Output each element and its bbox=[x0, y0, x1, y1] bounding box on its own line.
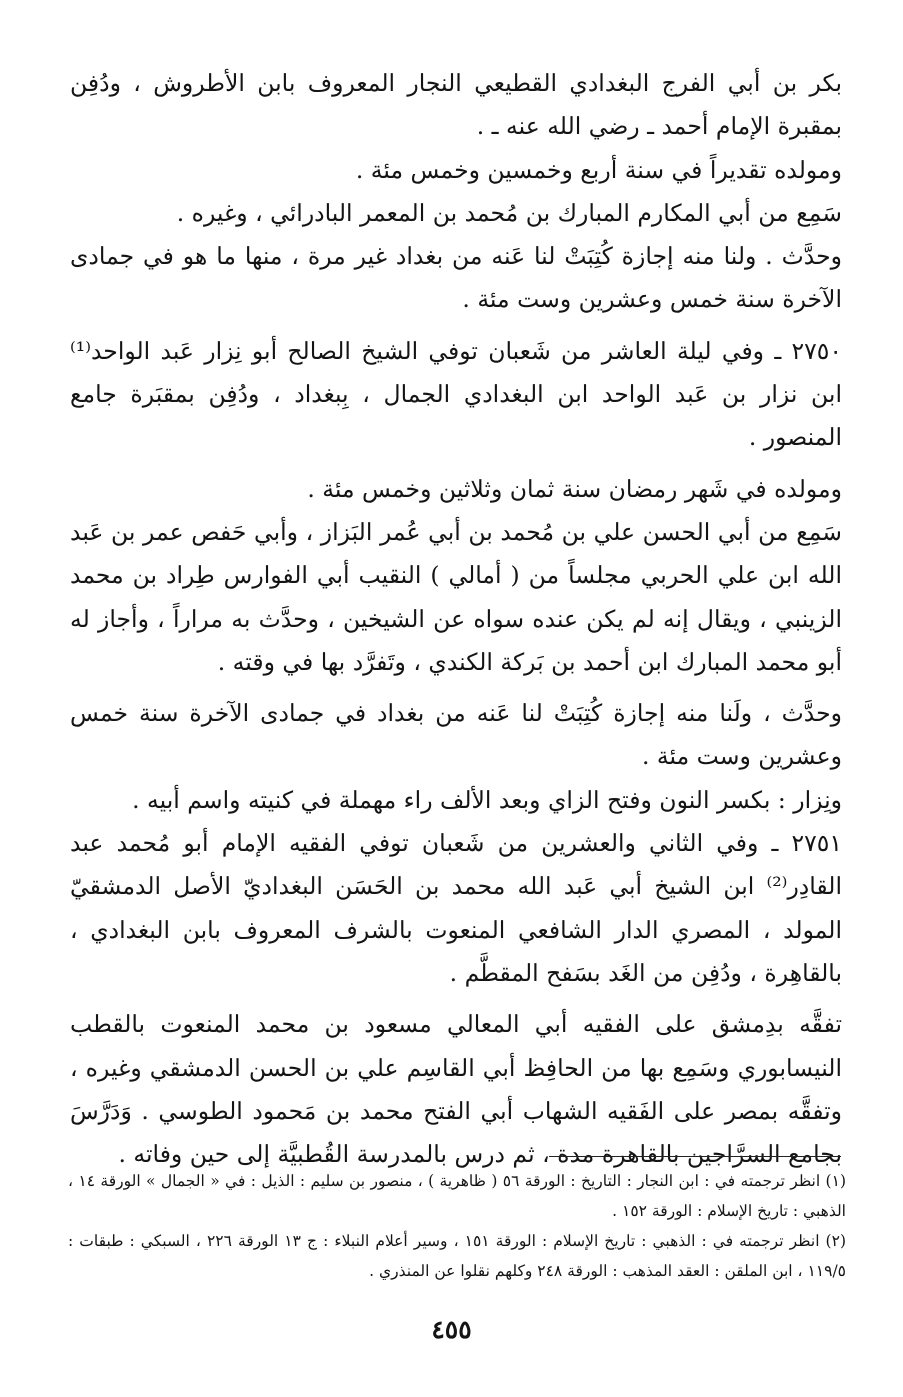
paragraph: تفقَّه بدِمشق على الفقيه أبي المعالي مسعود بن محمد المنعوت بالقطب النيسابوري وسَمِع بها من الحافِظ أبي القاسِم علي بن الحسن الدمشقي وغيره ، وتفقَّه بمصر على الفَقيه الشهاب أبي الفتح محمد بن مَحمود الطوسي . وَدَرَّسَ بجامع السرَّاجين بالقاهرة مدة ، ثم درس بالمدرسة القُطبيَّة إلى حين وفاته . bbox=[70, 1010, 842, 1169]
paragraph: سَمِع من أبي المكارم المبارك بن مُحمد بن المعمر البادرائي ، وغيره . bbox=[176, 198, 842, 227]
footnote-1: (١) انظر ترجمته في : ابن النجار : التاريخ : الورقة ٥٦ ( ظاهرية ) ، منصور بن سليم : الذيل : في « الجمال » الورقة ١٤ ، الذهبي : تاريخ الإسلام : الورقة ١٥٢ . bbox=[68, 1172, 846, 1220]
paragraph: وحدَّث ، ولَنا منه إجازة كُتِبَتْ لنا عَنه من بغداد في جمادى الآخرة سنة خمس وعشرين وست مئة . bbox=[70, 699, 842, 771]
footnote-separator bbox=[549, 1156, 841, 1157]
paragraph: ومولده في شَهر رمضان سنة ثمان وثلاثين وخمس مئة . bbox=[307, 474, 842, 503]
entry-2751: ٢٧٥١ ـ وفي الثاني والعشرين من شَعبان توفي الفقيه الإمام أبو مُحمد عبد القادِر⁽²⁾ ابن الشيخ أبي عَبد الله محمد بن الحَسَن البغداديّ الأصل الدمشقيّ المولد ، المصري الدار الشافعي المنعوت بالشرف المعروف بابن البغدادي ، بالقاهِرة ، ودُفِن من الغَد بسَفح المقطَّم . bbox=[70, 829, 842, 987]
footnote-2: (٢) انظر ترجمته في : الذهبي : تاريخ الإسلام : الورقة ١٥١ ، وسير أعلام النبلاء : ج ١٣ الورقة ٢٢٦ ، السبكي : طبقات : ١١٩/٥ ، ابن الملقن : العقد المذهب : الورقة ٢٤٨ وكلهم نقلوا عن المنذري . bbox=[68, 1232, 846, 1280]
page-number: ٤٥٥ bbox=[431, 1315, 472, 1344]
entry-2750: ٢٧٥٠ ـ وفي ليلة العاشر من شَعبان توفي الشيخ الصالح أبو نِزار عَبد الواحد⁽¹⁾ ابن نزار بن عَبد الواحد ابن البغدادي الجمال ، بِبغداد ، ودُفِن بمقبَرة جامع المنصور . bbox=[70, 336, 842, 452]
paragraph: وحدَّث . ولنا منه إجازة كُتِبَتْ لنا عَنه من بغداد غير مرة ، منها ما هو في جمادى الآخرة سنة خمس وعشرين وست مئة . bbox=[70, 242, 842, 314]
footnotes bbox=[68, 1166, 846, 1286]
paragraph: ونِزار : بكسر النون وفتح الزاي وبعد الألف راء مهملة في كنيته واسم أبيه . bbox=[132, 785, 842, 814]
page-body bbox=[70, 62, 842, 1176]
paragraph: سَمِع من أبي الحسن علي بن مُحمد بن أبي عُمر البَزاز ، وأبي حَفص عمر بن عَبد الله ابن علي الحربي مجلساً من ( أمالي ) النقيب أبي الفوارس طِراد بن محمد الزينبي ، ويقال إنه لم يكن عنده سواه عن الشيخين ، وحدَّث به مراراً ، وأجاز له أبو محمد المبارك ابن أحمد بن بَركة الكندي ، وتَفرَّد بها في وقته . bbox=[70, 517, 842, 676]
paragraph: ومولده تقديراً في سنة أربع وخمسين وخمس مئة . bbox=[355, 155, 842, 184]
paragraph: بكر بن أبي الفرج البغدادي القطيعي النجار المعروف بابن الأطروش ، ودُفِن بمقبرة الإمام أحمد ـ رضي الله عنه ـ . bbox=[70, 69, 842, 141]
